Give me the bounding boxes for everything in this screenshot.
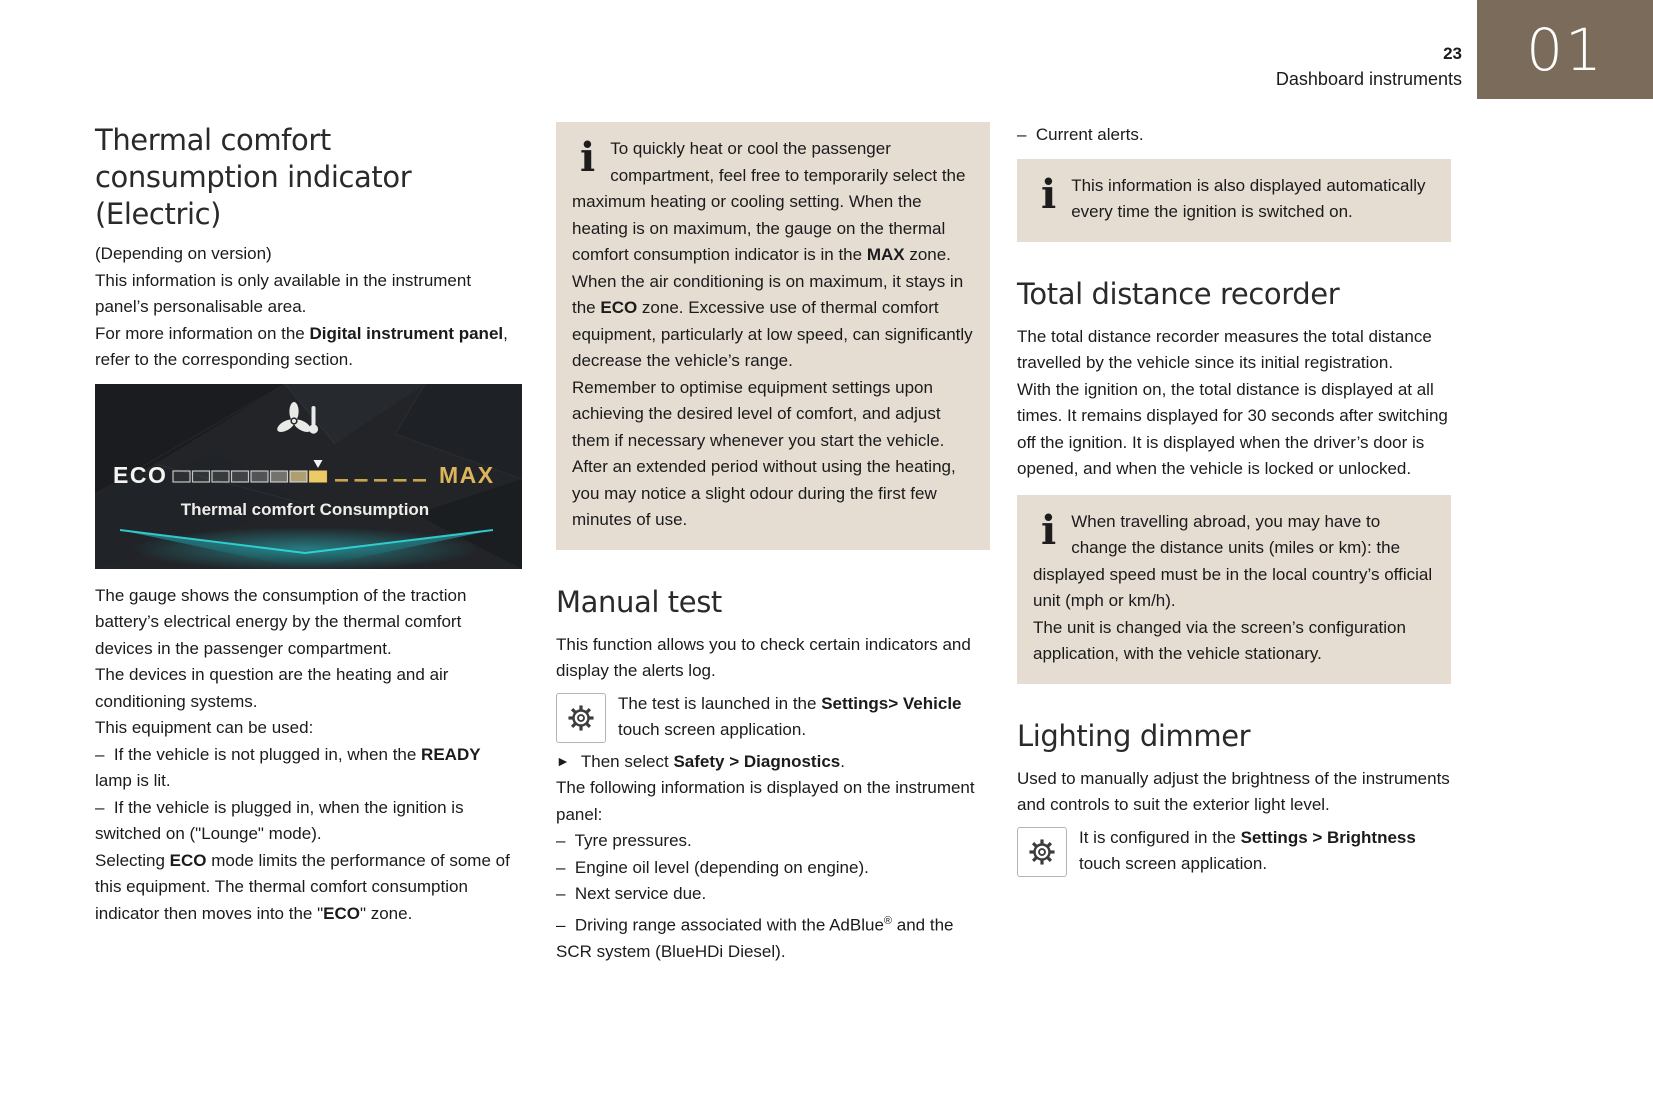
heading-thermal-comfort-indicator: Thermal comfort consumption indicator (Electric) — [95, 123, 412, 231]
settings-vehicle-note — [556, 691, 990, 745]
instruction-then-select: ► Then select Safety > Diagnostics. — [556, 751, 845, 771]
page-number: 23 — [1443, 44, 1462, 63]
list-item-engine-oil: – Engine oil level (depending on engine). — [556, 857, 869, 877]
info-box-heating-tip — [556, 122, 990, 550]
heading-lighting-dimmer: Lighting dimmer — [1017, 718, 1251, 753]
paragraph-test-launch: The test is launched in the Settings> Vehicle touch screen application. — [618, 693, 962, 739]
info-box-distance-units — [1017, 495, 1451, 684]
paragraph-dimmer-config: It is configured in the Settings > Brightness touch screen application. — [1079, 827, 1416, 873]
paragraph-displayed-info: The following information is displayed on the instrument panel: — [556, 778, 975, 824]
chapter-tab — [1477, 0, 1653, 99]
info-paragraph-optimise: Remember to optimise equipment settings upon achieving the desired level of comfort, and adjust them if necessary whenever you start the vehicle. — [572, 377, 945, 450]
info-box-ignition-display — [1017, 159, 1451, 242]
info-paragraph-unit-change: The unit is changed via the screen’s configuration application, with the vehicle stationary. — [1033, 617, 1406, 663]
paragraph-version-note: (Depending on version) — [95, 244, 272, 263]
list-item-tyre-pressures: – Tyre pressures. — [556, 831, 692, 850]
list-item-not-plugged: – If the vehicle is not plugged in, when the READY lamp is lit. — [95, 744, 481, 790]
info-icon: i — [1041, 506, 1057, 554]
paragraph-gauge-description: The gauge shows the consumption of the traction battery’s electrical energy by the thermal comfort devices in the passenger compartment. — [95, 585, 467, 658]
paragraph-recorder-measures: The total distance recorder measures the total distance travelled by the vehicle since its initial registration. — [1017, 326, 1432, 372]
list-item-plugged: – If the vehicle is plugged in, when the ignition is switched on ("Lounge" mode). — [95, 797, 464, 843]
arrow-bullet-icon: ► — [556, 752, 570, 769]
gear-icon-glyph — [1027, 837, 1057, 867]
info-paragraph-ignition: This information is also displayed automatically every time the ignition is switched on. — [1071, 175, 1426, 221]
column-middle — [556, 122, 990, 965]
info-icon: i — [580, 134, 596, 181]
list-item-next-service: – Next service due. — [556, 884, 707, 903]
list-item-adblue-range: – Driving range associated with the AdBlue® and the SCR system (BlueHDi Diesel). — [556, 914, 954, 961]
info-paragraph-units: When travelling abroad, you may have to change the distance units (miles or km): the displayed speed must be in the local country’s official unit (mph or km/h). — [1033, 511, 1433, 610]
paragraph-recorder-display: With the ignition on, the total distance is displayed at all times. It remains displayed for 30 seconds after switching off the ignition. It is displayed when the driver’s door is opened, and when the vehicle is locked or unlocked. — [1017, 379, 1448, 478]
info-paragraph-max-eco: To quickly heat or cool the passenger compartment, feel free to temporarily select the maximum heating or cooling setting. When the heating is on maximum, the gauge on the thermal comfort consumption indicator is in the MAX zone. When the air conditioning is on maximum, it stays in the ECO zone. Excessive use of thermal comfort equipment, particularly at low speed, can significantly decrease the vehicle’s range. — [572, 139, 973, 370]
running-section-title: Dashboard instruments — [1275, 69, 1462, 89]
column-right — [1017, 122, 1451, 883]
heading-manual-test: Manual test — [556, 584, 722, 619]
gear-icon — [556, 693, 606, 743]
paragraph-more-info: For more information on the Digital instrument panel, refer to the corresponding section. — [95, 323, 508, 369]
settings-brightness-note — [1017, 825, 1451, 879]
paragraph-availability: This information is only available in the instrument panel’s personalisable area. — [95, 270, 472, 316]
paragraph-dimmer-description: Used to manually adjust the brightness of the instruments and controls to suit the exterior light level. — [1017, 768, 1450, 814]
info-icon: i — [1041, 170, 1057, 218]
column-left — [95, 122, 522, 927]
heading-total-distance-recorder: Total distance recorder — [1017, 276, 1340, 311]
paragraph-devices: The devices in question are the heating and air conditioning systems. — [95, 665, 449, 711]
thermal-comfort-gauge-figure — [95, 384, 522, 569]
figure-max-label: MAX — [439, 461, 495, 488]
gear-icon-glyph — [566, 703, 596, 733]
list-item-current-alerts: – Current alerts. — [1017, 125, 1144, 144]
gear-icon — [1017, 827, 1067, 877]
paragraph-equipment-intro: This equipment can be used: — [95, 718, 314, 737]
page-header — [1276, 44, 1462, 90]
figure-caption: Thermal comfort Consumption — [180, 499, 430, 519]
figure-eco-label: ECO — [113, 461, 168, 488]
info-paragraph-odour: After an extended period without using the heating, you may notice a slight odour during the first few minutes of use. — [572, 457, 956, 529]
chapter-number: 01 — [1526, 15, 1604, 84]
paragraph-eco-mode: Selecting ECO mode limits the performance of some of this equipment. The thermal comfort consumption indicator then moves into the "ECO" zone. — [95, 850, 510, 923]
paragraph-manual-test-intro: This function allows you to check certain indicators and display the alerts log. — [556, 634, 971, 680]
